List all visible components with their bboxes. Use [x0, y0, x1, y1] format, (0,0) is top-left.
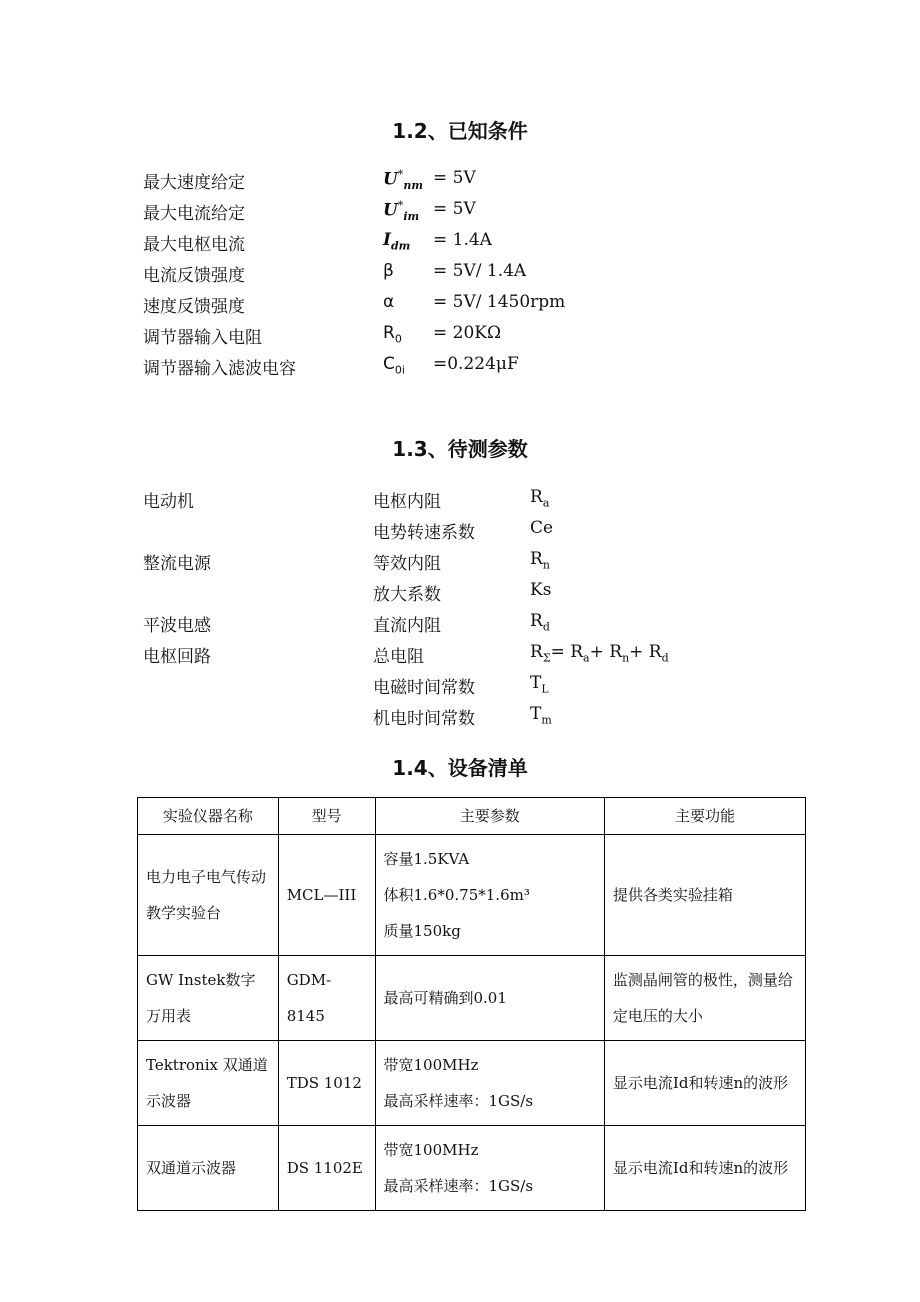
- instrument-name: 电力电子电气传动教学实验台: [138, 835, 279, 956]
- condition-symbol: $U^*_{nm}$: [383, 168, 423, 193]
- condition-value: = 20KΩ: [433, 323, 502, 343]
- condition-symbol: $U^*_{im}$: [383, 199, 420, 224]
- table-row: [138, 1126, 806, 1211]
- param-group: 电枢回路: [143, 647, 211, 667]
- instrument-function: 显示电流Id和转速n的波形: [604, 1041, 805, 1126]
- condition-symbol: α: [383, 292, 395, 312]
- param-name: 直流内阻: [373, 616, 441, 636]
- instrument-params: 带宽100MHz 最高采样速率：1GS/s: [375, 1041, 604, 1126]
- condition-value: = 5V/ 1450rpm: [433, 292, 566, 312]
- equipment-table: [137, 797, 806, 1211]
- condition-label: 最大电枢电流: [143, 235, 245, 255]
- param-group: 电动机: [143, 492, 194, 512]
- param-symbol: Ce: [530, 518, 554, 538]
- param-name: 电势转速系数: [373, 523, 475, 543]
- param-symbol: $T_L$: [530, 673, 549, 696]
- column-header: 实验仪器名称: [138, 798, 279, 835]
- table-row: [138, 835, 806, 956]
- condition-label: 速度反馈强度: [143, 297, 245, 317]
- instrument-name: 双通道示波器: [138, 1126, 279, 1211]
- param-name: 总电阻: [373, 647, 424, 667]
- instrument-name: GW Instek数字万用表: [138, 956, 279, 1041]
- condition-label: 调节器输入滤波电容: [143, 359, 296, 379]
- instrument-params: 最高可精确到0.01: [375, 956, 604, 1041]
- table-row: [138, 1041, 806, 1126]
- param-name: 放大系数: [373, 585, 441, 605]
- param-symbol: $R_\Sigma= R_a+ R_n+ R_d$: [530, 642, 669, 665]
- condition-label: 调节器输入电阻: [143, 328, 262, 348]
- table-header-row: [138, 798, 806, 835]
- param-name: 等效内阻: [373, 554, 441, 574]
- instrument-function: 显示电流Id和转速n的波形: [604, 1126, 805, 1211]
- condition-value: = 5V: [433, 199, 476, 219]
- column-header: 主要功能: [604, 798, 805, 835]
- column-header: 型号: [278, 798, 375, 835]
- param-name: 电枢内阻: [373, 492, 441, 512]
- section-heading-1-3: 1.3、待测参数: [392, 437, 528, 461]
- column-header: 主要参数: [375, 798, 604, 835]
- instrument-params: 带宽100MHz 最高采样速率：1GS/s: [375, 1126, 604, 1211]
- param-group: 整流电源: [143, 554, 211, 574]
- param-symbol: $R_d$: [530, 611, 550, 634]
- param-symbol: $R_a$: [530, 487, 550, 510]
- condition-label: 最大电流给定: [143, 204, 245, 224]
- param-name: 机电时间常数: [373, 709, 475, 729]
- condition-value: = 5V/ 1.4A: [433, 261, 527, 281]
- condition-symbol: $I_{dm}$: [383, 230, 411, 253]
- param-symbol: $R_n$: [530, 549, 550, 572]
- instrument-model: TDS 1012: [278, 1041, 375, 1126]
- param-name: 电磁时间常数: [373, 678, 475, 698]
- condition-symbol: β: [383, 261, 394, 281]
- instrument-params: 容量1.5KVA 体积1.6*0.75*1.6m³ 质量150kg: [375, 835, 604, 956]
- condition-label: 电流反馈强度: [143, 266, 245, 286]
- param-symbol: Ks: [530, 580, 552, 600]
- instrument-model: GDM-8145: [278, 956, 375, 1041]
- section-heading-1-2: 1.2、已知条件: [392, 119, 528, 143]
- table-row: [138, 956, 806, 1041]
- condition-symbol: $C_{0i}$: [383, 354, 405, 377]
- condition-label: 最大速度给定: [143, 173, 245, 193]
- condition-value: = 1.4A: [433, 230, 492, 250]
- instrument-function: 提供各类实验挂箱: [604, 835, 805, 956]
- instrument-function: 监测晶闸管的极性，测量给定电压的大小: [604, 956, 805, 1041]
- section-heading-1-4: 1.4、设备清单: [392, 756, 528, 780]
- param-group: 平波电感: [143, 616, 211, 636]
- param-symbol: $T_m$: [530, 704, 552, 727]
- condition-value: =0.224μF: [433, 354, 519, 374]
- instrument-model: DS 1102E: [278, 1126, 375, 1211]
- instrument-name: Tektronix 双通道示波器: [138, 1041, 279, 1126]
- condition-value: = 5V: [433, 168, 476, 188]
- instrument-model: MCL—III: [278, 835, 375, 956]
- condition-symbol: $R_0$: [383, 323, 402, 346]
